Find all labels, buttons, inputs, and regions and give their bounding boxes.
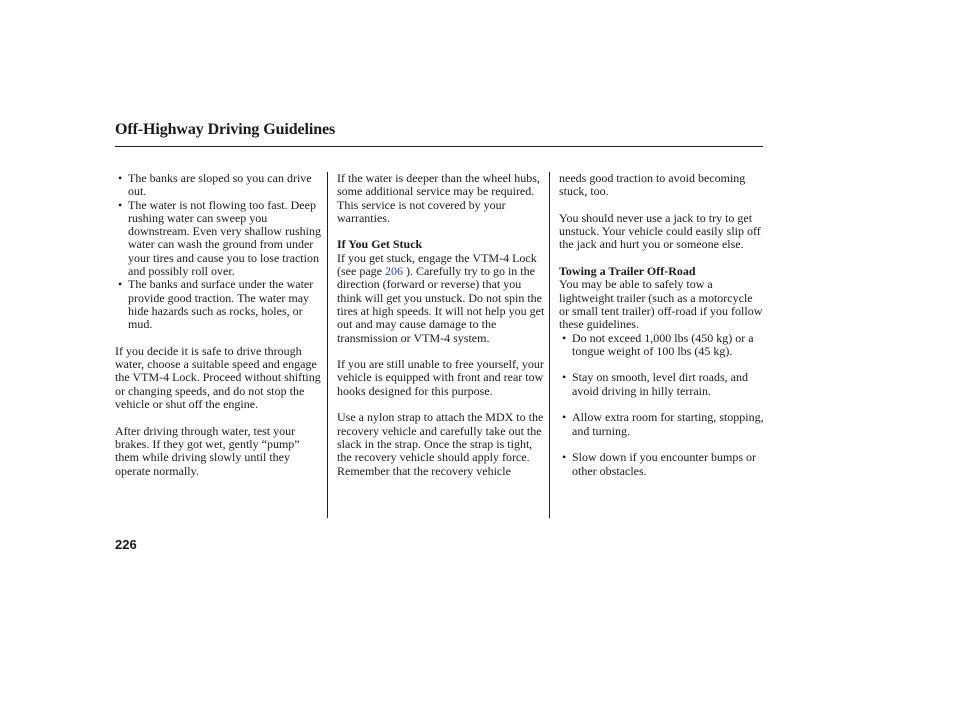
list-item: • Do not exceed 1,000 lbs (450 kg) or a tongue weight of 100 lbs (45 kg). <box>559 332 765 359</box>
list-item: • The banks and surface under the water provide good traction. The water may hide hazards such as rocks, holes, or mud. <box>115 278 323 331</box>
list-item: • Stay on smooth, level dirt roads, and avoid driving in hilly terrain. <box>559 371 765 398</box>
column-divider-1 <box>327 172 328 518</box>
water-crossing-bullet-list <box>115 172 323 332</box>
list-item: • Slow down if you encounter bumps or other obstacles. <box>559 451 765 478</box>
paragraph: If you are still unable to free yourself, your vehicle is equipped with front and rear tow hooks designed for this purpose. <box>337 357 544 398</box>
paragraph: You may be able to safely tow a lightweight trailer (such as a motorcycle or small tent trailer) off-road if you follow these guidelines. <box>559 277 763 332</box>
section-heading-if-you-get-stuck: If You Get Stuck <box>337 237 423 252</box>
text-span: ). Carefully try to go in the direction (forward or reverse) that you think will get you unstuck. Do not spin the tires at high speeds. It will not help you get out and may cause damage to the transmission or VTM-4 system. <box>337 264 545 345</box>
paragraph-get-stuck <box>337 252 547 345</box>
column-1 <box>115 172 323 491</box>
paragraph: needs good traction to avoid becoming stuck, too. <box>559 171 746 199</box>
column-2 <box>337 172 547 491</box>
paragraph: Use a nylon strap to attach the MDX to the recovery vehicle and carefully take out the slack in the strap. Once the strap is tight, the recovery vehicle should apply force. Remember that the recovery vehicle <box>337 410 544 478</box>
paragraph: You should never use a jack to try to get unstuck. Your vehicle could easily slip off the jack and hurt you or someone else. <box>559 210 761 252</box>
list-item: • The water is not flowing too fast. Deep rushing water can sweep you downstream. Even very shallow rushing water can wash the ground from under your tires and cause you to lose traction and possibly roll over. <box>115 199 323 279</box>
page-reference-link[interactable]: 206 <box>384 264 403 279</box>
page-title: Off-Highway Driving Guidelines <box>115 121 336 138</box>
list-item: • The banks are sloped so you can drive out. <box>115 172 323 199</box>
column-divider-2 <box>549 172 550 518</box>
towing-bullet-list <box>559 332 765 478</box>
section-heading-towing-trailer: Towing a Trailer Off-Road <box>559 264 696 279</box>
list-item: • Allow extra room for starting, stopping, and turning. <box>559 411 765 438</box>
paragraph: After driving through water, test your brakes. If they got wet, gently “pump” them while driving slowly until they operate normally. <box>115 423 300 478</box>
title-rule <box>115 146 763 147</box>
page-number: 226 <box>115 537 137 552</box>
text-span: If you get stuck, engage the VTM-4 Lock (see page <box>337 250 537 279</box>
paragraph: If the water is deeper than the wheel hubs, some additional service may be required. This service is not covered by your warranties. <box>337 171 540 225</box>
column-3 <box>559 172 765 491</box>
paragraph: If you decide it is safe to drive through water, choose a suitable speed and engage the VTM-4 Lock. Proceed without shifting or changing speeds, and do not stop the vehicle or shut off the engine. <box>115 343 321 412</box>
